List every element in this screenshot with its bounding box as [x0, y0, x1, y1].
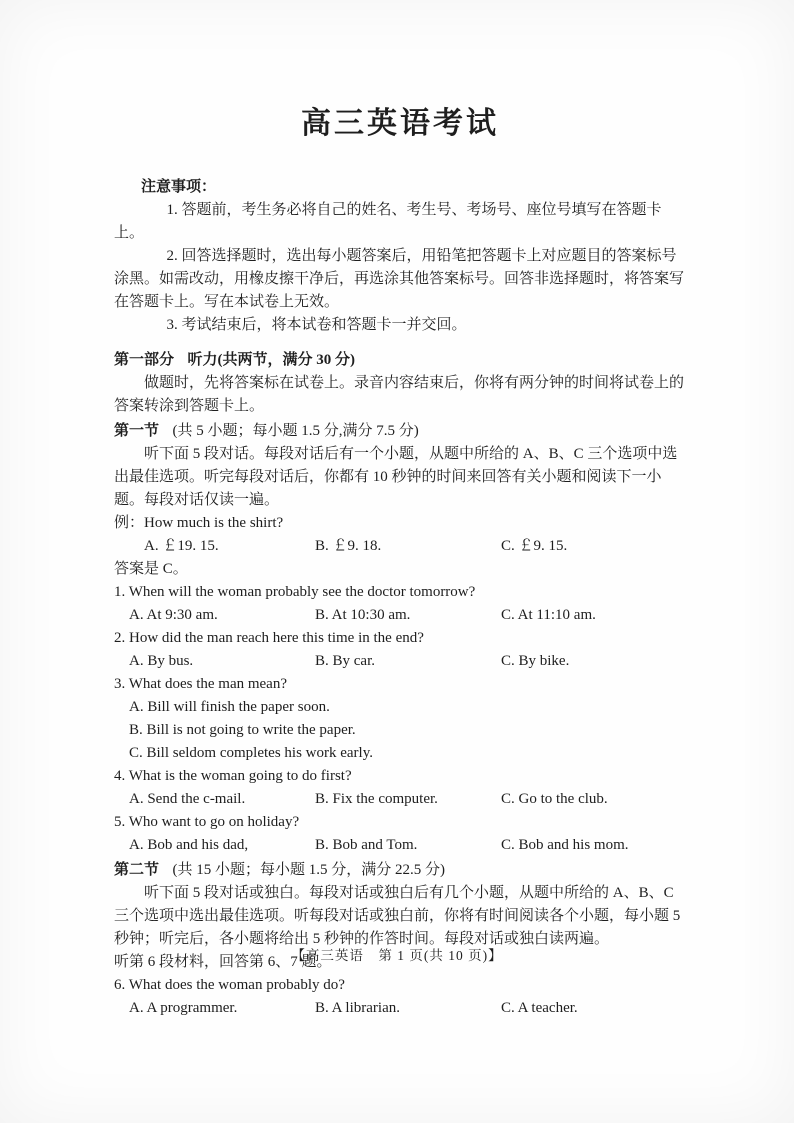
question-2-option-c: C. By bike. [501, 653, 570, 669]
question-1-option-a: A. At 9:30 am. [129, 607, 218, 623]
question-5-text: 5. Who want to go on holiday? [114, 814, 300, 830]
section1-heading-label: 第一节 [114, 423, 160, 439]
question-2-options [114, 650, 686, 673]
question-4-option-a: A. Send the c-mail. [129, 791, 246, 807]
question-4-option-b: B. Fix the computer. [315, 791, 438, 807]
question-6-options [114, 997, 686, 1020]
notice-item-2: 2. 回答选择题时，选出每小题答案后，用铅笔把答题卡上对应题目的答案标号涂黑。如需改动，用橡皮擦干净后，再选涂其他答案标号。回答非选择题时，将答案写在答题卡上。写在本试卷上无效。 [114, 248, 685, 310]
example-options [114, 535, 686, 558]
question-2-option-a: A. By bus. [129, 653, 194, 669]
question-5-option-a: A. Bob and his dad, [129, 837, 249, 853]
question-5-option-b: B. Bob and Tom. [315, 837, 418, 853]
notice-section [114, 176, 686, 337]
question-3-option-a: A. Bill will finish the paper soon. [129, 699, 330, 715]
question-6-text: 6. What does the woman probably do? [114, 977, 345, 993]
notice-item-1: 1. 答题前，考生务必将自己的姓名、考生号、考场号、座位号填写在答题卡上。 [114, 202, 662, 241]
question-1-options [114, 604, 686, 627]
example-prompt: 例：How much is the shirt? [114, 515, 284, 531]
question-3-options [114, 696, 686, 765]
section2-heading [114, 859, 686, 882]
question-1-option-c: C. At 11:10 am. [501, 607, 596, 623]
section1-intro: 听下面 5 段对话。每段对话后有一个小题，从题中所给的 A、B、C 三个选项中选出最佳选项。听完每段对话后，你都有 10 秒钟的时间来回答有关小题和阅读下一小题。每段对话仅读一遍。 [114, 446, 678, 508]
question-2-text: 2. How did the man reach here this time in the end? [114, 630, 424, 646]
question-6-option-a: A. A programmer. [129, 1000, 238, 1016]
section2-heading-label: 第二节 [114, 862, 160, 878]
question-6-option-b: B. A librarian. [315, 1000, 400, 1016]
part1-heading-label: 第一部分 [114, 352, 175, 368]
part1-intro: 做题时，先将答案标在试卷上。录音内容结束后，你将有两分钟的时间将试卷上的答案转涂到答题卡上。 [114, 375, 685, 414]
section2-intro: 听下面 5 段对话或独白。每段对话或独白后有几个小题，从题中所给的 A、B、C 三个选项中选出最佳选项。听每段对话或独白前，你将有时间阅读各个小题，每小题 5 秒钟；听完后，各小题将给出 5 秒钟的作答时间。每段对话或独白读两遍。 [114, 885, 681, 947]
example-option-c: C. ￡9. 15. [501, 538, 568, 554]
question-5-option-c: C. Bob and his mom. [501, 837, 629, 853]
question-4-option-c: C. Go to the club. [501, 791, 608, 807]
example-option-a: A. ￡19. 15. [144, 538, 219, 554]
notice-item-3: 3. 考试结束后，将本试卷和答题卡一并交回。 [166, 317, 467, 333]
question-1-option-b: B. At 10:30 am. [315, 607, 411, 623]
question-4-options [114, 788, 686, 811]
notice-heading: 注意事项： [141, 179, 217, 195]
section1-heading [114, 420, 686, 443]
question-2-option-b: B. By car. [315, 653, 375, 669]
question-3-option-c: C. Bill seldom completes his work early. [129, 745, 373, 761]
exam-title: 高三英语考试 [301, 107, 499, 140]
example-answer: 答案是 C。 [114, 561, 188, 577]
question-4-text: 4. What is the woman going to do first? [114, 768, 352, 784]
part1-heading [114, 349, 686, 372]
section2-heading-rest: (共 15 小题；每小题 1.5 分，满分 22.5 分) [172, 862, 446, 878]
section2-material-note: 听第 6 段材料，回答第 6、7 题。 [114, 954, 332, 970]
section1-heading-rest: (共 5 小题；每小题 1.5 分,满分 7.5 分) [172, 423, 419, 439]
question-3-option-b: B. Bill is not going to write the paper. [129, 722, 356, 738]
question-3-text: 3. What does the man mean? [114, 676, 287, 692]
part1-heading-rest: 听力(共两节，满分 30 分) [187, 352, 356, 368]
example-option-b: B. ￡9. 18. [315, 538, 382, 554]
question-1-text: 1. When will the woman probably see the doctor tomorrow? [114, 584, 476, 600]
page-footer: 【高三英语 第 1 页(共 10 页)】 [291, 948, 503, 963]
question-6-option-c: C. A teacher. [501, 1000, 578, 1016]
question-5-options [114, 834, 686, 857]
